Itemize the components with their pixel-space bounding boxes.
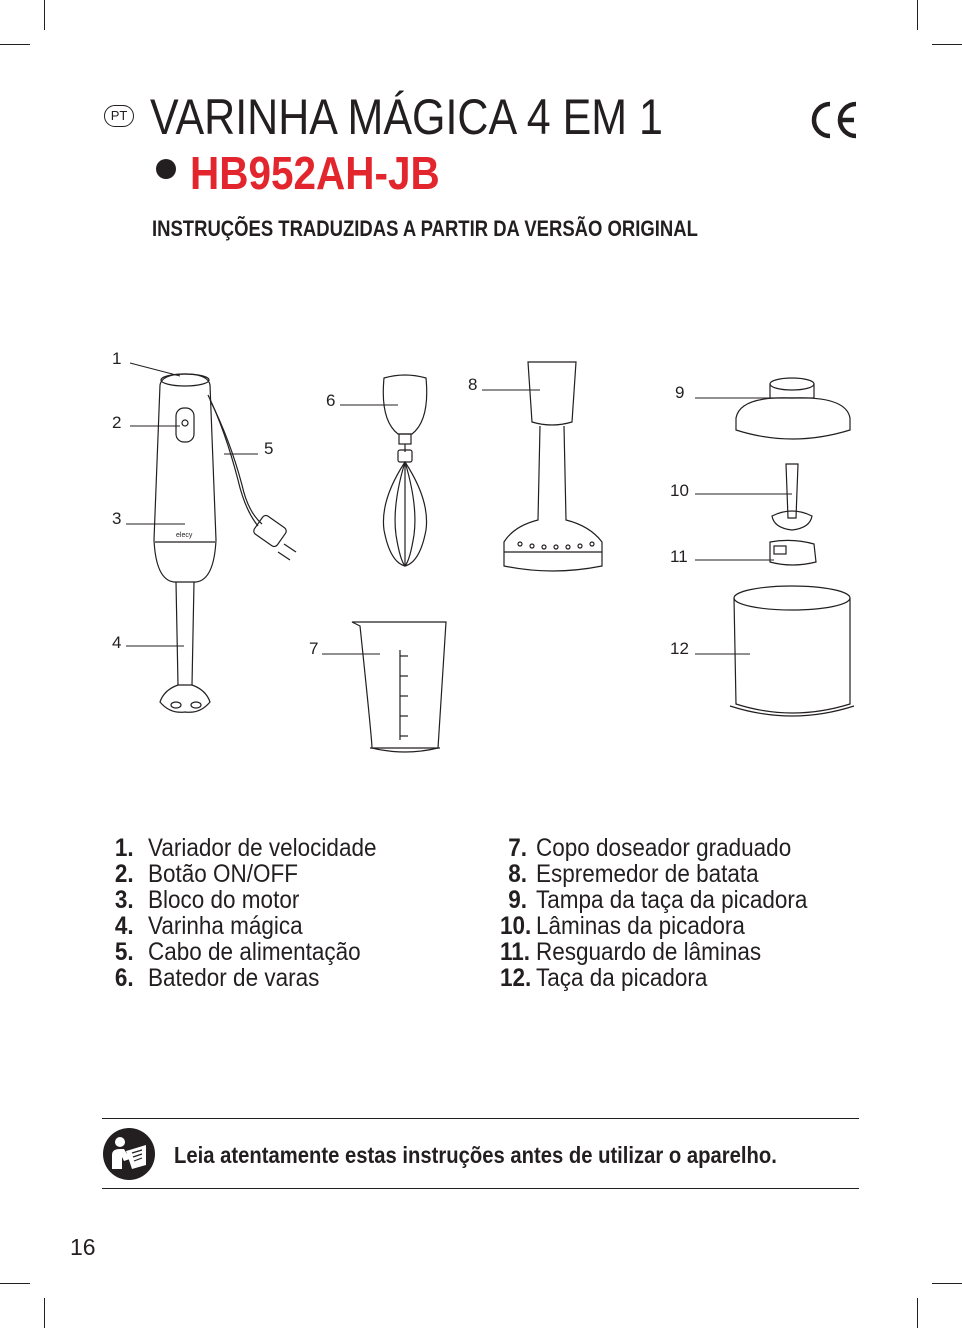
crop-mark: [44, 0, 45, 30]
divider: [102, 1118, 859, 1119]
crop-mark: [932, 44, 962, 45]
part-label: Taça da picadora: [536, 964, 708, 992]
ce-mark-icon: [806, 100, 860, 140]
part-number: 1.: [114, 834, 134, 862]
callout-1: 1: [112, 349, 122, 368]
part-label: Varinha mágica: [148, 912, 303, 940]
svg-text:elecy: elecy: [176, 532, 193, 539]
chopper-illustration: [730, 378, 854, 716]
parts-list-right: [500, 835, 860, 995]
part-number: 11.: [500, 938, 531, 966]
part-number: 2.: [114, 860, 134, 888]
part-number: 5.: [114, 938, 134, 966]
page-title: VARINHA MÁGICA 4 EM 1: [150, 89, 663, 145]
callout-8: 8: [468, 375, 478, 394]
part-number: 6.: [114, 964, 134, 992]
model-number: HB952AH-JB: [190, 147, 440, 199]
potato-masher-illustration: [504, 362, 602, 571]
crop-mark: [44, 1298, 45, 1328]
part-label: Variador de velocidade: [148, 834, 377, 862]
part-label: Tampa da taça da picadora: [536, 886, 808, 914]
callout-2: 2: [112, 413, 122, 432]
bullet-icon: [156, 159, 176, 179]
page-number: 16: [70, 1234, 96, 1260]
callout-7: 7: [309, 639, 319, 658]
crop-mark: [0, 1283, 30, 1284]
callout-4: 4: [112, 633, 122, 652]
parts-list-left: [112, 835, 472, 995]
product-diagram: [0, 330, 962, 790]
callout-leaders: [126, 363, 792, 654]
subtitle: INSTRUÇÕES TRADUZIDAS A PARTIR DA VERSÃO ORIGINAL: [152, 216, 698, 241]
part-label: Lâminas da picadora: [536, 912, 745, 940]
part-number: 9.: [508, 886, 527, 914]
crop-mark: [932, 1283, 962, 1284]
notice-text: Leia atentamente estas instruções antes de utilizar o aparelho.: [174, 1142, 777, 1168]
callout-11: 11: [670, 547, 688, 566]
part-number: 12.: [500, 964, 532, 992]
language-badge: PT: [104, 105, 134, 127]
part-number: 7.: [508, 834, 527, 862]
part-label: Copo doseador graduado: [536, 834, 792, 862]
measuring-beaker-illustration: [352, 622, 446, 752]
part-number: 4.: [114, 912, 134, 940]
callout-6: 6: [326, 391, 336, 410]
part-label: Resguardo de lâminas: [536, 938, 762, 966]
read-manual-icon: [102, 1127, 156, 1181]
whisk-illustration: [383, 375, 426, 566]
divider: [102, 1188, 859, 1189]
part-number: 8.: [508, 860, 527, 888]
part-label: Bloco do motor: [148, 886, 300, 914]
part-label: Espremedor de batata: [536, 860, 759, 888]
hand-blender-illustration: [154, 374, 296, 712]
callout-9: 9: [675, 383, 685, 402]
model-line: [150, 146, 474, 200]
callout-5: 5: [264, 439, 274, 458]
part-number: 10.: [500, 912, 532, 940]
callout-3: 3: [112, 509, 122, 528]
crop-mark: [0, 44, 30, 45]
callout-numbers: [112, 349, 689, 658]
callout-10: 10: [670, 481, 689, 500]
part-label: Botão ON/OFF: [148, 860, 299, 888]
part-label: Cabo de alimentação: [148, 938, 361, 966]
callout-12: 12: [670, 639, 689, 658]
part-number: 3.: [114, 886, 134, 914]
crop-mark: [917, 0, 918, 30]
part-label: Batedor de varas: [148, 964, 320, 992]
crop-mark: [917, 1298, 918, 1328]
